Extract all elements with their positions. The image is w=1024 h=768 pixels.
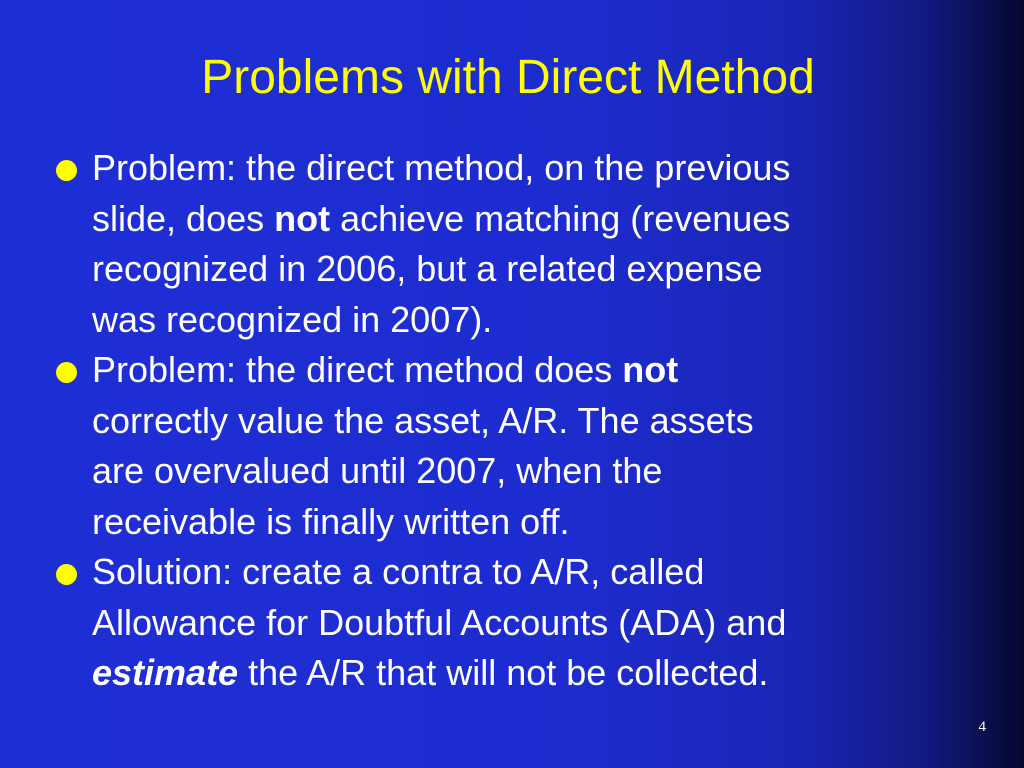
text-run: Problem: the direct method, on the previous	[92, 147, 791, 188]
bullet-line	[92, 244, 1002, 295]
bullet-line	[92, 295, 1002, 346]
bullet-list	[52, 143, 1002, 699]
slide-title: Problems with Direct Method	[201, 51, 815, 104]
bullet-line	[92, 446, 1002, 497]
text-run: receivable is finally written off.	[92, 500, 570, 542]
text-run: was recognized in 2007).	[92, 298, 493, 340]
bullet-line	[92, 396, 1002, 447]
page-number: 4	[978, 719, 986, 735]
bullet-line	[92, 194, 1002, 245]
text-run: slide, does	[92, 197, 275, 239]
bullet-item	[52, 345, 1002, 547]
bullet-line	[92, 648, 1002, 699]
bold-italic-text: estimate	[92, 652, 239, 693]
bullet-dot-icon	[56, 160, 77, 181]
text-run: Problem: the direct method does	[92, 349, 623, 390]
bold-text: not	[274, 197, 331, 239]
bullet-dot-icon	[56, 362, 77, 383]
bullet-line	[92, 547, 1002, 598]
text-run: Solution: create a contra to A/R, called	[92, 551, 705, 592]
bullet-line	[92, 598, 1002, 649]
bullet-line	[92, 497, 1002, 548]
bullet-line	[92, 143, 1002, 194]
text-run: the A/R that will not be collected.	[238, 652, 769, 693]
text-run: correctly value the asset, A/R. The assets	[92, 399, 754, 441]
text-run: achieve matching (revenues	[330, 197, 791, 239]
bullet-item	[52, 143, 1002, 345]
bullet-dot-icon	[56, 564, 77, 585]
text-run: are overvalued until 2007, when the	[92, 450, 663, 491]
text-run: Allowance for Doubtful Accounts (ADA) and	[92, 601, 787, 643]
bold-text: not	[622, 349, 679, 390]
bullet-item	[52, 547, 1002, 699]
text-run: recognized in 2006, but a related expense	[92, 248, 763, 289]
bullet-line	[92, 345, 1002, 396]
